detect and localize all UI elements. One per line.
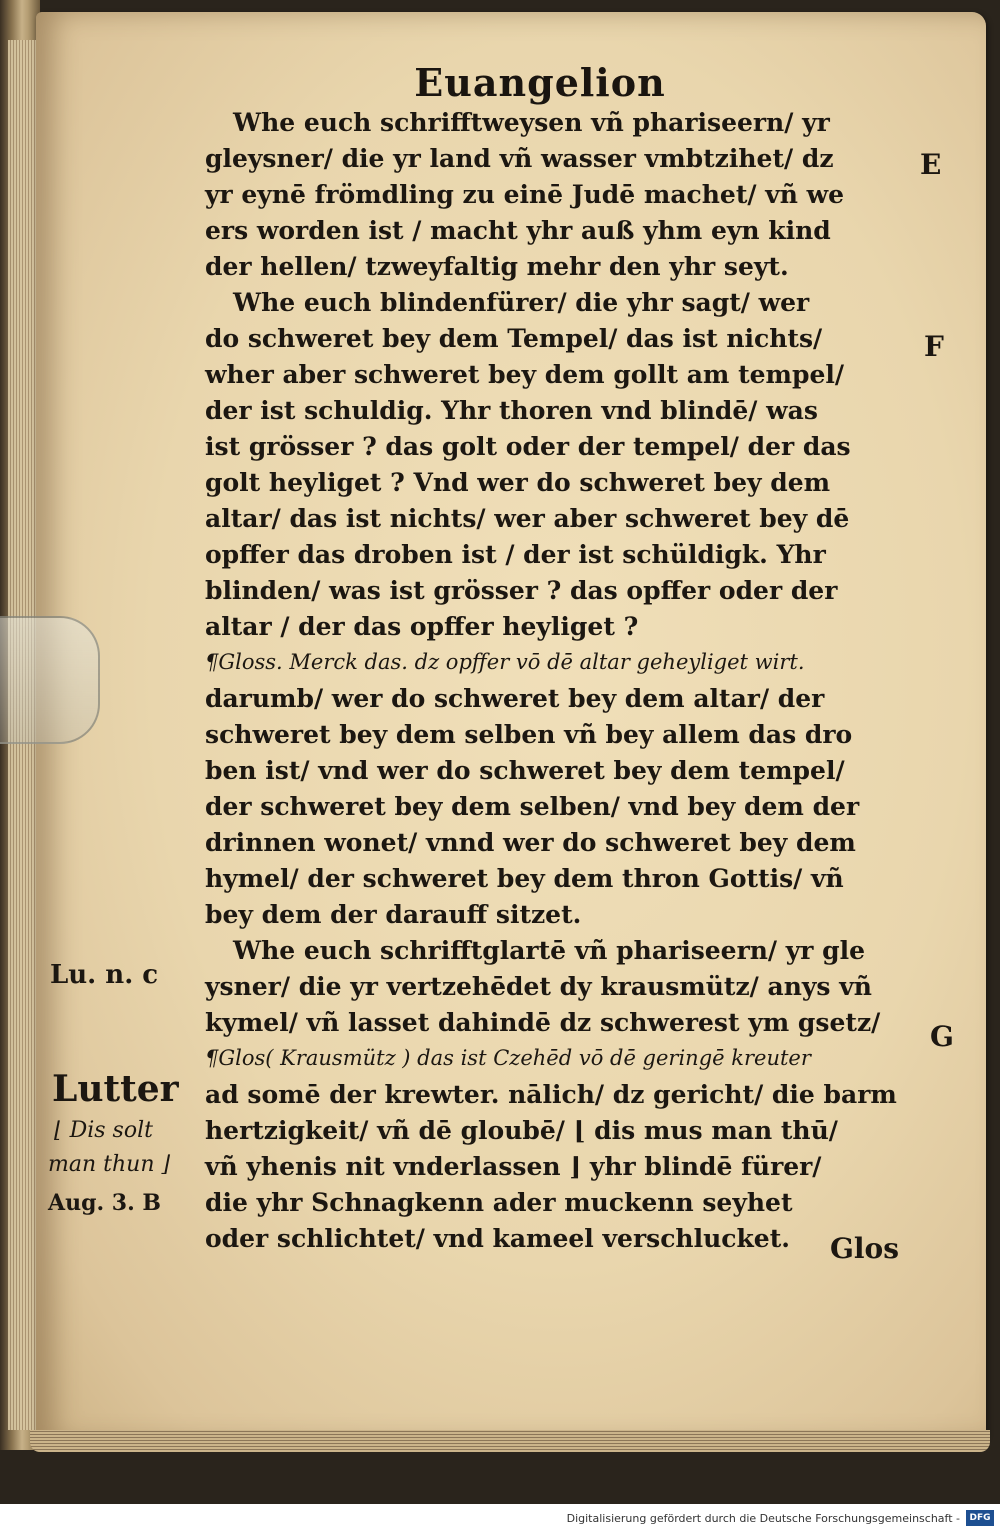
text-line: der hellen/ tzweyfaltig mehr den yhr seyt.	[205, 252, 789, 281]
text-line: drinnen wonet/ vnnd wer do schweret bey dem	[205, 828, 856, 857]
text-line: schweret bey dem selben vñ bey allem das dro	[205, 720, 853, 749]
margin-note: man thun ⌋	[48, 1152, 171, 1177]
text-line: altar/ das ist nichts/ wer aber schweret bey dē	[205, 504, 850, 533]
text-line: ben ist/ vnd wer do schweret bey dem tempel/	[205, 756, 845, 785]
page-header: Euangelion	[414, 60, 666, 105]
catchword: Glos	[830, 1232, 899, 1265]
text-line: ers worden ist / macht yhr auß yhm eyn kind	[205, 216, 831, 245]
footer-credit: Digitalisierung gefördert durch die Deutsche Forschungsgemeinschaft -	[566, 1512, 960, 1525]
text-line: bey dem der darauff sitzet.	[205, 900, 582, 929]
text-line: ysner/ die yr vertzehēdet dy krausmütz/ anys vñ	[205, 972, 872, 1001]
page-clip	[0, 616, 100, 744]
text-line: hymel/ der schweret bey dem thron Gottis/ vñ	[205, 864, 844, 893]
text-line: die yhr Schnagkenn ader muckenn seyhet	[205, 1188, 793, 1217]
margin-letter-e: E	[920, 148, 942, 181]
text-line: der ist schuldig. Yhr thoren vnd blindē/ was	[205, 396, 818, 425]
text-line: altar / der das opffer heyliget ?	[205, 612, 639, 641]
text-line: opffer das droben ist / der ist schüldigk. Yhr	[205, 540, 826, 569]
text-line: oder schlichtet/ vnd kameel verschlucket.	[205, 1224, 790, 1253]
text-line: yr eynē frömdling zu einē Judē machet/ vñ we	[205, 180, 845, 209]
text-line: golt heyliget ? Vnd wer do schweret bey dem	[205, 468, 831, 497]
text-line: Whe euch schrifftglartē vñ phariseern/ yr gle	[233, 936, 866, 965]
text-line: Whe euch schrifftweysen vñ phariseern/ yr	[233, 108, 830, 137]
margin-reference: Aug. 3. B	[48, 1190, 161, 1216]
text-line: blinden/ was ist grösser ? das opffer oder der	[205, 576, 838, 605]
text-line: ist grösser ? das golt oder der tempel/ der das	[205, 432, 851, 461]
text-line: hertzigkeit/ vñ dē gloubē/ ⌊ dis mus man thū/	[205, 1116, 838, 1145]
footer-bar	[0, 1504, 1000, 1534]
text-line: kymel/ vñ lasset dahindē dz schwerest ym gsetz/	[205, 1008, 881, 1037]
text-line: Whe euch blindenfürer/ die yhr sagt/ wer	[233, 288, 810, 317]
margin-letter-f: F	[924, 330, 944, 363]
margin-reference: Lu. n. c	[50, 960, 159, 990]
margin-name: Lutter	[52, 1068, 179, 1110]
margin-note: ⌊ Dis solt	[54, 1118, 153, 1143]
gloss-line: ¶Glos( Krausmütz ) das ist Czehēd vō dē geringē kreuter	[205, 1046, 811, 1070]
text-line: der schweret bey dem selben/ vnd bey dem der	[205, 792, 860, 821]
margin-letter-g: G	[930, 1020, 954, 1053]
text-line: ad somē der krewter. nālich/ dz gericht/ die barm	[205, 1080, 897, 1109]
dfg-logo-icon: DFG	[966, 1510, 994, 1526]
text-line: do schweret bey dem Tempel/ das ist nichts/	[205, 324, 823, 353]
page-bottom-edge	[30, 1430, 990, 1452]
text-line: vñ yhenis nit vnderlassen ⌋ yhr blindē fürer/	[205, 1152, 822, 1181]
text-line: darumb/ wer do schweret bey dem altar/ der	[205, 684, 825, 713]
text-line: wher aber schweret bey dem gollt am tempel/	[205, 360, 845, 389]
text-line: gleysner/ die yr land vñ wasser vmbtzihet/ dz	[205, 144, 834, 173]
gloss-line: ¶Gloss. Merck das. dz opffer vō dē altar geheyliget wirt.	[205, 650, 805, 674]
